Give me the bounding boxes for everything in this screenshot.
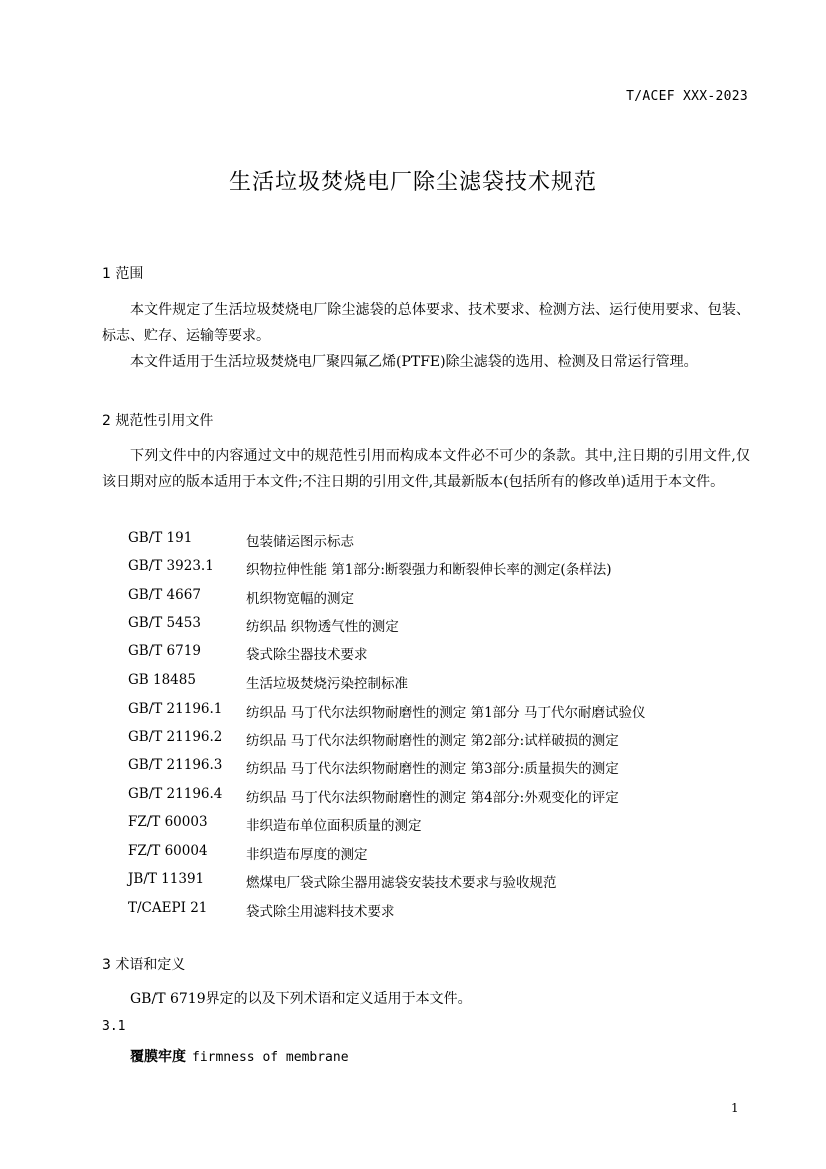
reference-title: 纺织品 马丁代尔法织物耐磨性的测定 第2部分:试样破损的测定 <box>246 733 619 749</box>
reference-row <box>128 814 748 834</box>
reference-row <box>128 786 748 806</box>
reference-row <box>128 871 748 891</box>
reference-title: 纺织品 马丁代尔法织物耐磨性的测定 第4部分:外观变化的评定 <box>246 790 619 806</box>
standard-code: T/ACEF XXX-2023 <box>626 89 748 104</box>
reference-title: 纺织品 马丁代尔法织物耐磨性的测定 第1部分 马丁代尔耐磨试验仪 <box>246 705 646 721</box>
section-2-paragraph-1: 下列文件中的内容通过文中的规范性引用而构成本文件必不可少的条款。其中,注日期的引用文件,仅该日期对应的版本适用于本文件;不注日期的引用文件,其最新版本(包括所有的修改单)适用于本文件。 <box>102 448 750 490</box>
reference-row <box>128 729 748 749</box>
reference-row <box>128 558 748 578</box>
reference-code: GB/T 4667 <box>128 587 201 603</box>
reference-row <box>128 643 748 663</box>
section-3-heading: 3 术语和定义 <box>102 957 186 973</box>
document-title: 生活垃圾焚烧电厂除尘滤袋技术规范 <box>228 170 597 195</box>
section-1-heading: 1 范围 <box>102 266 144 282</box>
reference-code: T/CAEPI 21 <box>128 900 208 916</box>
reference-code: FZ/T 60003 <box>128 814 208 830</box>
reference-code: GB/T 21196.2 <box>128 729 223 745</box>
reference-row <box>128 615 748 635</box>
reference-code: FZ/T 60004 <box>128 843 208 859</box>
reference-title: 纺织品 马丁代尔法织物耐磨性的测定 第3部分:质量损失的测定 <box>246 761 619 777</box>
reference-title: 包装储运图示标志 <box>246 534 354 550</box>
reference-title: 非织造布单位面积质量的测定 <box>246 818 422 834</box>
reference-row <box>128 530 748 550</box>
term-chinese: 覆膜牢度 <box>130 1049 186 1065</box>
reference-title: 机织物宽幅的测定 <box>246 591 354 607</box>
reference-code: GB 18485 <box>128 672 196 688</box>
term-entry <box>130 1046 349 1066</box>
reference-row <box>128 757 748 777</box>
reference-code: GB/T 3923.1 <box>128 558 214 574</box>
reference-row <box>128 672 748 692</box>
page-number: 1 <box>731 1101 739 1115</box>
reference-row <box>128 843 748 863</box>
reference-title: 生活垃圾焚烧污染控制标准 <box>246 676 408 692</box>
reference-row <box>128 900 748 920</box>
reference-title: 燃煤电厂袋式除尘器用滤袋安装技术要求与验收规范 <box>246 875 557 891</box>
reference-code: GB/T 21196.4 <box>128 786 223 802</box>
reference-title: 非织造布厚度的测定 <box>246 847 368 863</box>
reference-title: 织物拉伸性能 第1部分:断裂强力和断裂伸长率的测定(条样法) <box>246 562 612 578</box>
reference-title: 纺织品 织物透气性的测定 <box>246 619 399 635</box>
section-1-paragraph-2: 本文件适用于生活垃圾焚烧电厂聚四氟乙烯(PTFE)除尘滤袋的选用、检测及日常运行管理。 <box>130 354 698 370</box>
reference-code: GB/T 21196.1 <box>128 701 223 717</box>
section-3-paragraph-1: GB/T 6719界定的以及下列术语和定义适用于本文件。 <box>130 991 472 1007</box>
reference-row <box>128 701 748 721</box>
reference-row <box>128 587 748 607</box>
section-2-heading: 2 规范性引用文件 <box>102 413 214 429</box>
reference-code: GB/T 5453 <box>128 615 201 631</box>
reference-code: JB/T 11391 <box>128 871 205 887</box>
reference-code: GB/T 6719 <box>128 643 201 659</box>
reference-code: GB/T 21196.3 <box>128 757 223 773</box>
term-number: 3.1 <box>102 1019 126 1034</box>
reference-code: GB/T 191 <box>128 530 193 546</box>
term-english: firmness of membrane <box>192 1050 349 1065</box>
reference-title: 袋式除尘器技术要求 <box>246 647 368 663</box>
reference-title: 袋式除尘用滤料技术要求 <box>246 904 395 920</box>
section-1-paragraph-1: 本文件规定了生活垃圾焚烧电厂除尘滤袋的总体要求、技术要求、检测方法、运行使用要求、包装、标志、贮存、运输等要求。 <box>102 302 750 344</box>
